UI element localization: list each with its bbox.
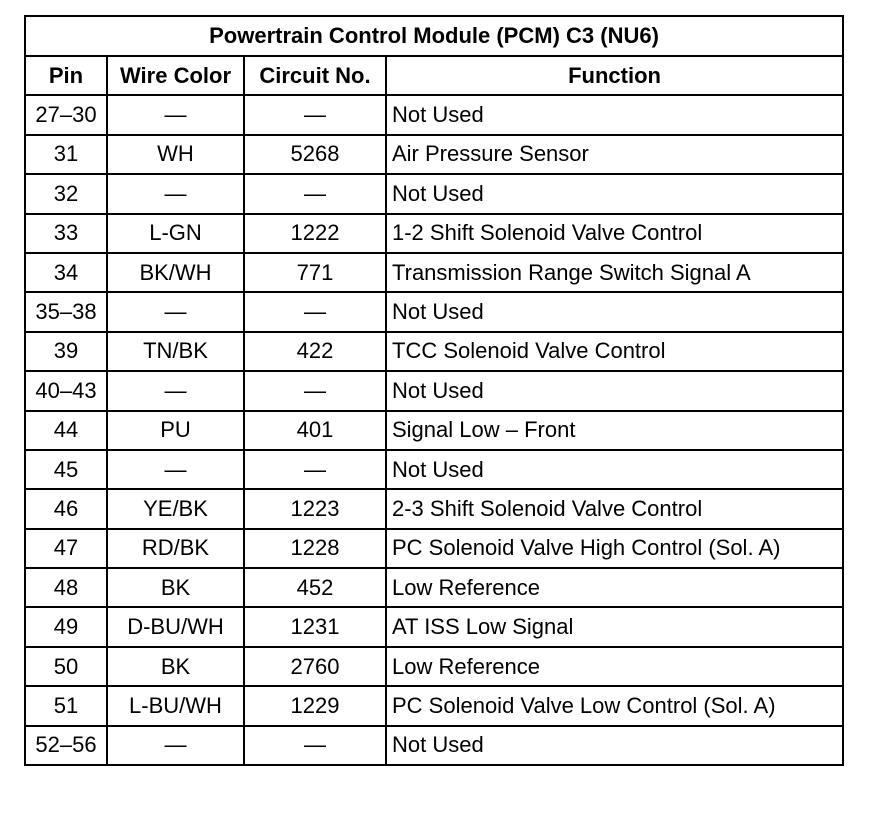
circuit-no-cell: — xyxy=(244,292,386,331)
pin-cell: 32 xyxy=(25,174,107,213)
table-row xyxy=(25,450,843,489)
wire-color-cell: — xyxy=(107,292,244,331)
function-cell: Low Reference xyxy=(386,568,843,607)
table-row xyxy=(25,332,843,371)
circuit-no-cell: — xyxy=(244,371,386,410)
wire-color-cell: PU xyxy=(107,411,244,450)
wire-color-cell: WH xyxy=(107,135,244,174)
function-cell: AT ISS Low Signal xyxy=(386,607,843,646)
pin-cell: 35–38 xyxy=(25,292,107,331)
function-cell: Air Pressure Sensor xyxy=(386,135,843,174)
table-row xyxy=(25,292,843,331)
pin-cell: 52–56 xyxy=(25,726,107,765)
table-row xyxy=(25,214,843,253)
table-row xyxy=(25,95,843,134)
circuit-no-cell: 771 xyxy=(244,253,386,292)
circuit-no-cell: 1231 xyxy=(244,607,386,646)
pin-cell: 45 xyxy=(25,450,107,489)
pin-cell: 49 xyxy=(25,607,107,646)
circuit-no-cell: 422 xyxy=(244,332,386,371)
circuit-no-cell: 2760 xyxy=(244,647,386,686)
circuit-no-cell: — xyxy=(244,726,386,765)
function-cell: Not Used xyxy=(386,292,843,331)
table-row xyxy=(25,607,843,646)
function-cell: PC Solenoid Valve High Control (Sol. A) xyxy=(386,529,843,568)
circuit-no-cell: 1228 xyxy=(244,529,386,568)
table-row xyxy=(25,489,843,528)
pin-cell: 40–43 xyxy=(25,371,107,410)
table-row xyxy=(25,411,843,450)
circuit-no-cell: 1229 xyxy=(244,686,386,725)
function-cell: Signal Low – Front xyxy=(386,411,843,450)
column-header-row xyxy=(25,56,843,95)
wire-color-cell: — xyxy=(107,174,244,213)
column-header-wire-color: Wire Color xyxy=(107,56,244,95)
function-cell: Not Used xyxy=(386,726,843,765)
circuit-no-cell: — xyxy=(244,95,386,134)
wire-color-cell: BK/WH xyxy=(107,253,244,292)
table-row xyxy=(25,726,843,765)
circuit-no-cell: 5268 xyxy=(244,135,386,174)
column-header-circuit-no: Circuit No. xyxy=(244,56,386,95)
pin-cell: 31 xyxy=(25,135,107,174)
pcm-connector-table xyxy=(24,15,844,766)
circuit-no-cell: 1223 xyxy=(244,489,386,528)
table-title: Powertrain Control Module (PCM) C3 (NU6) xyxy=(25,16,843,56)
pin-cell: 33 xyxy=(25,214,107,253)
function-cell: TCC Solenoid Valve Control xyxy=(386,332,843,371)
wire-color-cell: YE/BK xyxy=(107,489,244,528)
circuit-no-cell: — xyxy=(244,450,386,489)
circuit-no-cell: 1222 xyxy=(244,214,386,253)
table-body xyxy=(25,95,843,765)
column-header-function: Function xyxy=(386,56,843,95)
wire-color-cell: L-BU/WH xyxy=(107,686,244,725)
function-cell: Not Used xyxy=(386,174,843,213)
table-header xyxy=(25,16,843,95)
function-cell: 2-3 Shift Solenoid Valve Control xyxy=(386,489,843,528)
function-cell: Not Used xyxy=(386,450,843,489)
wire-color-cell: — xyxy=(107,95,244,134)
circuit-no-cell: 401 xyxy=(244,411,386,450)
wire-color-cell: BK xyxy=(107,647,244,686)
pin-cell: 48 xyxy=(25,568,107,607)
table-row xyxy=(25,647,843,686)
wire-color-cell: — xyxy=(107,371,244,410)
function-cell: Transmission Range Switch Signal A xyxy=(386,253,843,292)
pcm-connector-table-container xyxy=(24,15,842,766)
column-header-pin: Pin xyxy=(25,56,107,95)
table-row xyxy=(25,371,843,410)
table-row xyxy=(25,686,843,725)
wire-color-cell: TN/BK xyxy=(107,332,244,371)
table-title-row xyxy=(25,16,843,56)
wire-color-cell: RD/BK xyxy=(107,529,244,568)
wire-color-cell: — xyxy=(107,450,244,489)
table-row xyxy=(25,253,843,292)
function-cell: 1-2 Shift Solenoid Valve Control xyxy=(386,214,843,253)
pin-cell: 51 xyxy=(25,686,107,725)
circuit-no-cell: 452 xyxy=(244,568,386,607)
table-row xyxy=(25,174,843,213)
circuit-no-cell: — xyxy=(244,174,386,213)
function-cell: Not Used xyxy=(386,371,843,410)
function-cell: Low Reference xyxy=(386,647,843,686)
wire-color-cell: D-BU/WH xyxy=(107,607,244,646)
pin-cell: 34 xyxy=(25,253,107,292)
wire-color-cell: — xyxy=(107,726,244,765)
table-row xyxy=(25,135,843,174)
function-cell: PC Solenoid Valve Low Control (Sol. A) xyxy=(386,686,843,725)
table-row xyxy=(25,568,843,607)
pin-cell: 46 xyxy=(25,489,107,528)
function-cell: Not Used xyxy=(386,95,843,134)
wire-color-cell: BK xyxy=(107,568,244,607)
pin-cell: 50 xyxy=(25,647,107,686)
wire-color-cell: L-GN xyxy=(107,214,244,253)
table-row xyxy=(25,529,843,568)
pin-cell: 39 xyxy=(25,332,107,371)
pin-cell: 27–30 xyxy=(25,95,107,134)
pin-cell: 44 xyxy=(25,411,107,450)
pin-cell: 47 xyxy=(25,529,107,568)
